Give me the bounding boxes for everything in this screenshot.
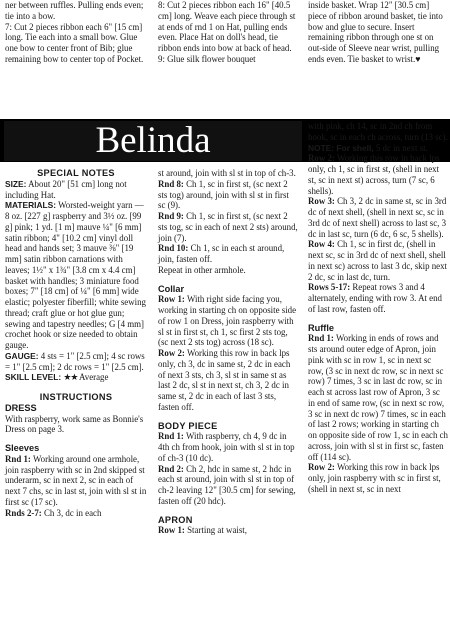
collar-heading: Collar	[158, 283, 185, 294]
body-piece-heading: BODY PIECE	[158, 420, 218, 431]
ruffle-heading: Ruffle	[308, 322, 335, 333]
special-notes-heading: SPECIAL NOTES	[37, 168, 115, 178]
apron-rows-5-17: Rows 5-17: Repeat rows 3 and 4 alternately, ending with row 3. At end of last row, fasten off.	[308, 282, 442, 314]
paragraph: 9: Glue silk flower bouquet	[158, 53, 256, 64]
dress-text: With raspberry, work same as Bonnie's Dress on page 3.	[5, 413, 144, 435]
body-rnd-2: Rnd 2: Ch 2, hdc in same st, 2 hdc in each st around, join with sl st in top of ch-2 leaving 12" [30.5 cm] for sewing, fasten off (20 hdc).	[158, 463, 296, 506]
apron-row-3: Row 3: Ch 3, 2 dc in same st, sc in 3rd dc of next shell, (shell in next sc, sc in 3rd dc of next shell) across to last sc, 3 dc in last sc, turn (6 dc, 6 sc, 5 shells).	[308, 196, 447, 239]
shell-note: NOTE: For shell, 5 dc in next st.	[308, 142, 428, 153]
step-7: 7: Cut 2 pieces ribbon each 6" [15 cm] long. Tie each into a small bow. Glue one bow to center front of Bib; glue remaining bow to center top of Pocket.	[5, 21, 144, 64]
column-3	[308, 121, 448, 495]
paragraph	[5, 22, 147, 65]
sleeve-rnd-8: Rnd 8: Ch 1, sc in first st, (sc next 2 sts tog) around, join with sl st in first sc (9).	[158, 178, 289, 211]
column-1	[5, 168, 147, 518]
sleeve-rnd-10: Rnd 10: Ch 1, sc in each st around, join, fasten off.	[158, 243, 285, 264]
sleeve-rnds-2-7: Rnds 2-7: Ch 3, dc in each	[5, 507, 102, 518]
continued-column-2	[158, 0, 298, 65]
heart-icon: ♥	[415, 53, 421, 64]
skill-level-note: SKILL LEVEL: ★★ Average	[5, 372, 109, 383]
gauge-note: GAUGE: 4 sts = 1" [2.5 cm]; 4 sc rows = 1" [2.5 cm]; 2 dc rows = 1" [2.5 cm].	[5, 350, 145, 372]
apron-row-2: Row 2: Working this row in back lps only, ch 1, sc in first st, (shell in next st, sc in next st) across, turn (7 sc, 6 shells).	[308, 153, 440, 196]
sleeve-rnd-1: Rnd 1: Working around one armhole, join raspberry with sc in 2nd skipped st underarm, sc in next 2, sc in each of next 7 chs, sc in last st, join with sl st in first sc (17 sc).	[5, 453, 147, 507]
ruffle-rnd-1: Rnd 1: Working in ends of rows and sts around outer edge of Apron, join pink with sc in row 1, sc in next sc row, (3 sc in next dc row, sc in next sc row) 7 times, 3 sc in last dc row, sc in each st across last row of Apron, 3 sc in end of same row, (sc in next sc row, 3 sc in next dc row) 7 times, sc in each of last 2 rows; working in starting ch on opposite side of row 1, sc in each ch across, join with sl st in first sc, fasten off (114 sc).	[308, 333, 448, 462]
instructions-heading: INSTRUCTIONS	[39, 392, 113, 402]
paragraph: inside basket. Wrap 12" [30.5 cm] piece of ribbon around basket, tie into bow and glue to secure. Insert remaining ribbon through one st on out-side of Sleeve near wrist, pulling ends even. Tie basket to wrist.♥	[308, 0, 443, 64]
body-rnd-1: Rnd 1: With raspberry, ch 4, 9 dc in 4th ch from hook, join with sl st in top of ch-3 (10 dc).	[158, 431, 295, 463]
materials-note: MATERIALS: Worsted-weight yarn — 8 oz. [227 g] raspberry and 3½ oz. [99 g] pink; 1 yd. [1 m] mauve ¼" [6 mm] satin ribbon; 4" [10.2 cm] vinyl doll head and hands set; 3 mauve ⅜" [19 mm] satin ribbon carnations with leaves; 1½" x 1¾" [3.8 cm x 4.4 cm] basket with handles; 3 miniature food boxes; 7" [18 cm] of ¼" [6 mm] wide elastic; polyester fiberfill; white sewing thread; craft glue or hot glue gun; sewing and tapestry needles; G [4 mm] crochet hook or size needed to obtain gauge.	[5, 200, 146, 350]
sleeves-heading: Sleeves	[5, 443, 40, 453]
ruffle-row-2: Row 2: Working this row in back lps only, join raspberry with sc in first st, (shell in next st, sc in next	[308, 462, 441, 494]
paragraph: st around, join with sl st in top of ch-3.	[158, 168, 296, 178]
star-icon: ★★	[63, 372, 78, 383]
sleeve-rnd-9: Rnd 9: Ch 1, sc in first st, (sc next 2 sts tog, sc in each of next 2 sts) around, join (7).	[158, 211, 298, 243]
dress-heading: DRESS	[5, 402, 37, 413]
paragraph: with pink, ch 14, sc in 2nd ch from hook, sc in each ch across, turn (13 sc).	[308, 121, 448, 142]
apron-heading: APRON	[158, 514, 193, 525]
size-note: SIZE: About 20" [51 cm] long not including Hat.	[5, 178, 127, 200]
column-2	[158, 168, 298, 536]
apron-row-4: Row 4: Ch 1, sc in first dc, (shell in next sc, sc in 3rd dc of next shell, shell in next sc) across to last 3 dc, skip next 2 dc, sc in last dc, turn.	[308, 239, 448, 282]
apron-row-1: Row 1: Starting at waist,	[158, 525, 247, 536]
continued-column-3	[308, 0, 448, 65]
collar-row-2: Row 2: Working this row in back lps only, ch 3, dc in same st, 2 dc in each of next 3 sts, ch 3, sl st in same st as last 2 dc, sl st in next st, ch 3, 2 dc in same st, 2 dc in each of last 3 sts, fasten off.	[158, 348, 291, 412]
pattern-title: Belinda	[4, 121, 302, 161]
continued-column-1	[5, 0, 147, 65]
repeat-note: Repeat in other armhole.	[158, 264, 246, 275]
paragraph: 8: Cut 2 pieces ribbon each 16" [40.5 cm] long. Weave each piece through st at ends of rnd 1 on Hat, pulling ends even. Place Hat on doll's head, tie ribbon ends into bow at back of head.	[158, 0, 296, 53]
collar-row-1: Row 1: With right side facing you, working in starting ch on opposite side of row 1 on Dress, join raspberry with sl st in first st, ch 1, sc first 2 sts tog, (sc next 2 sts tog) across (18 sc).	[158, 294, 297, 348]
paragraph: ner between ruffles. Pulling ends even; tie into a bow.	[5, 0, 144, 21]
